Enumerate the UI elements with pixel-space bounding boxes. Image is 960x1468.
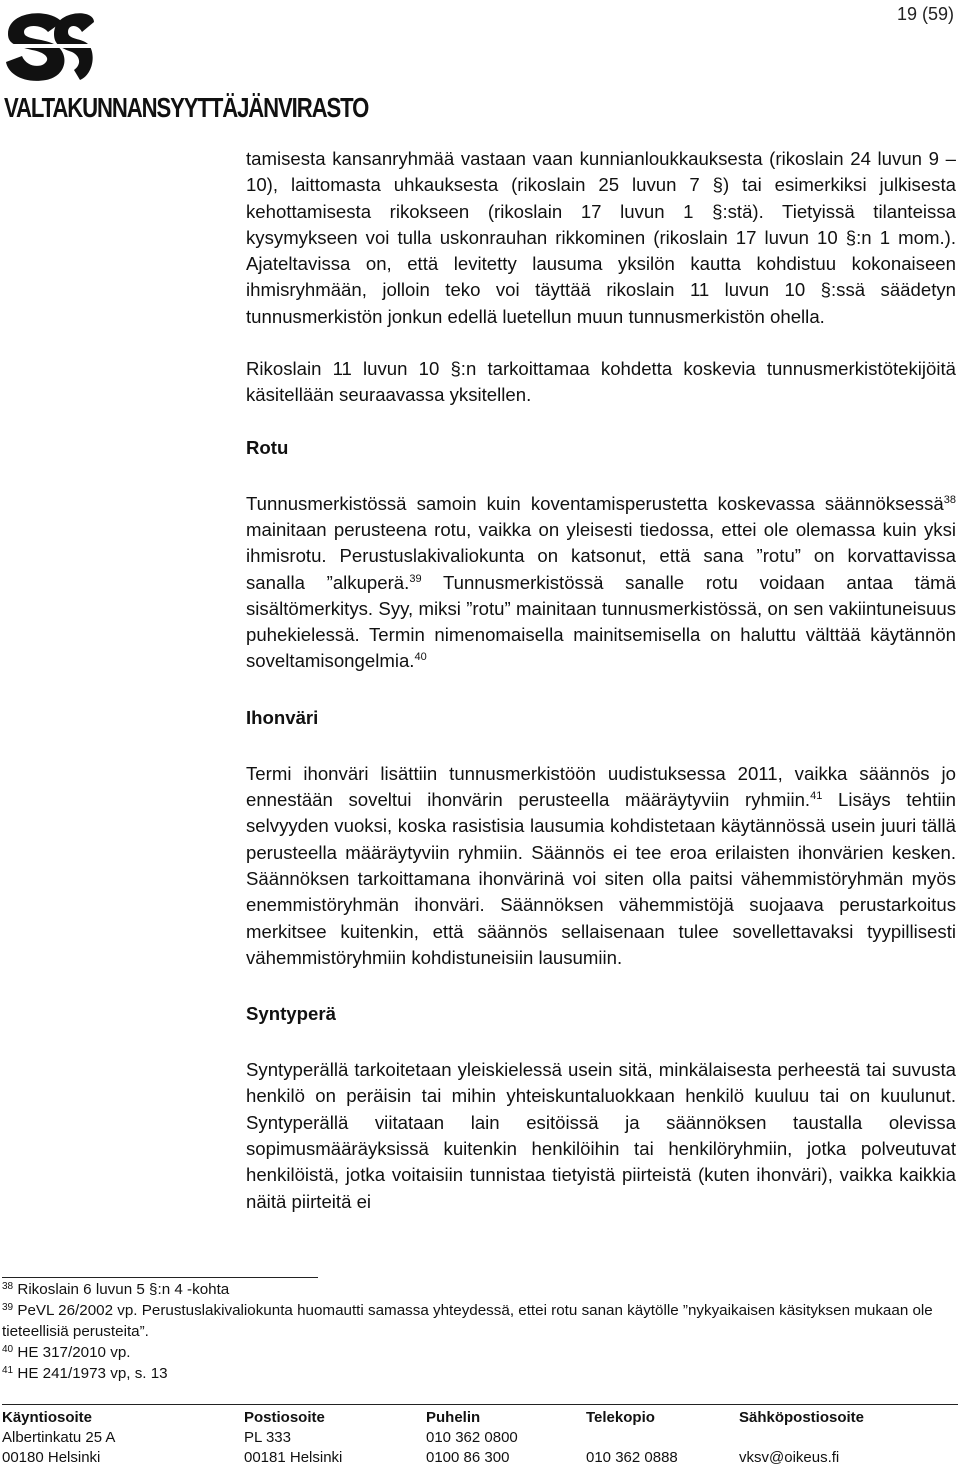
footnote [2,1279,958,1300]
footer-fax [586,1408,678,1468]
agency-logo [2,4,369,123]
footer-visiting-address [2,1408,115,1468]
text-run: Tunnusmerkistössä samoin kuin koventamisperustetta koskevassa säännöksessä [246,492,944,514]
footer-line: Albertinkatu 25 A [2,1429,116,1446]
text-run: Termi ihonväri lisättiin tunnusmerkistöön uudistuksessa 2011, vaikka säännös jo ennestään soveltui ihonvärin perusteella määräytyviin ryhmiin. [246,762,956,811]
footnote-text: PeVL 26/2002 vp. Perustuslakivaliokunta huomautti samassa yhteydessä, ettei rotu sanan käytölle ”nykyaikaisen käsityksen mukaan ole tieteellisiä perusteita”. [2,1302,933,1340]
section-heading-rotu: Rotu [246,436,289,458]
logo-wordmark: VALTAKUNNANSYYTTÄJÄNVIRASTO [4,92,369,123]
footnote-number: 41 [2,1365,14,1376]
footnote-number: 38 [2,1281,14,1292]
footnote-number: 39 [2,1302,14,1313]
footer-heading: Käyntiosoite [2,1409,93,1426]
footer-heading: Postiosoite [244,1409,325,1426]
section-heading-ihonvari: Ihonväri [246,706,319,728]
footnote-number: 40 [2,1344,14,1355]
footer-line: 010 362 0888 [586,1449,678,1466]
footnote-text: HE 241/1973 vp, s. 13 [13,1365,168,1382]
paragraph: tamisesta kansanryhmää vastaan vaan kunnianloukkauksesta (rikoslain 24 luvun 9 – 10), laittomasta uhkauksesta (rikoslain 25 luvun 7 §) tai esimerkiksi julkisesta kehottamisesta rikokseen (rikoslain 17 luvun 1 §:stä). Tietyissä tilanteissa kysymykseen voi tulla uskonrauhan rikkominen (rikoslain 17 luvun 10 §:n 1 mom.). Ajateltavissa on, että levitetty lausuma yksilön kautta kohdistuu kokonaiseen ihmisryhmään, jolloin teko voi täyttää rikoslain 11 luvun 10 §:ssä säädetyn tunnusmerkistön jonkun edellä luetellun muun tunnusmerkistön ohella. [246,148,956,327]
footnote-separator [2,1277,318,1278]
page-number: 19 (59) [896,4,954,24]
paragraph-rotu [246,491,956,675]
footnote [2,1342,958,1363]
footnote-text: HE 317/2010 vp. [13,1344,131,1361]
footer-line: 010 362 0800 [426,1429,518,1446]
section-heading-syntypera: Syntyperä [246,1003,336,1025]
footnote [2,1300,958,1342]
footnote [2,1363,958,1384]
footer-email-link[interactable]: vksv@oikeus.fi [739,1449,840,1466]
logo-mark-icon [2,4,94,86]
footer-line: 00181 Helsinki [244,1449,343,1466]
footnote-ref: 39 [409,572,422,585]
footnote-ref: 40 [414,651,427,664]
footer-separator [2,1404,958,1405]
footnote-text: Rikoslain 6 luvun 5 §:n 4 -kohta [13,1281,230,1298]
footer-heading: Puhelin [426,1409,481,1426]
text-run: mainitaan perusteena rotu, vaikka on yleisesti tiedossa, ettei ole olemassa kuin yksi ihmisrotu. Perustuslakivaliokunta on katsonut, että sana ”rotu” on korvattavissa sanalla ”alkuperä. [246,518,956,593]
footer-heading: Telekopio [586,1409,655,1426]
footer-line: PL 333 [244,1429,291,1446]
paragraph-syntypera: Syntyperällä tarkoitetaan yleiskielessä usein sitä, minkälaisesta perheestä tai suvusta henkilö on peräisin tai mihin yhteiskuntaluokkaan henkilö kuuluu tai on kuulunut. Syntyperällä viitataan lain esitöissä ja säännöksen taustalla olevissa sopimusmääräyksissä kuitenkin henkilöihin tai henkilöryhmiin, jotka polveutuvat henkilöistä, jotka voitaisiin tunnistaa tietyistä piirteistä (kuten ihonväri), vaikka kaikkia näitä piirteitä ei [246,1059,956,1212]
footnotes [2,1279,958,1384]
main-content [246,146,956,1215]
footer-postal-address [244,1408,342,1468]
paragraph-ihonvari [246,761,956,971]
text-run: Tunnusmerkistössä sanalle rotu voidaan antaa tämä sisältömerkitys. Syy, miksi ”rotu” mainitaan tunnusmerkistössä, on sen vakiintuneisuus puhekielessä. Termin nimenomaisella mainitsemisella on haluttu välttää käytännön soveltamisongelmia. [246,571,956,672]
footnote-ref: 41 [810,790,823,803]
text-run: Lisäys tehtiin selvyyden vuoksi, koska rasistisia lausumia kohdistetaan käytännössä usein juuri tällä perusteella määräytyviin ryhmiin. Säännös ei tee eroa erilaisten ihonvärien kesken. Säännöksen tarkoittamana ihonvärinä voi siten olla paitsi vähemmistöryhmän myös enemmistöryhmän ihonväri. Säännöksen vähemmistöjä suojaava perustarkoitus merkitsee kuitenkin, että säännös sellaisenaan tulee sovellettavaksi tyypillisesti vähemmistöryhmiin kohdistuneisiin lausumiin. [246,789,956,968]
paragraph: Rikoslain 11 luvun 10 §:n tarkoittamaa kohdetta koskevia tunnusmerkistötekijöitä käsitellään seuraavassa yksitellen. [246,358,956,406]
footnote-ref: 38 [943,493,956,506]
footer-line: 00180 Helsinki [2,1449,101,1466]
footer-heading: Sähköpostiosoite [739,1409,865,1426]
footer-phone [426,1408,518,1468]
footer-email [739,1408,864,1468]
footer-line: 0100 86 300 [426,1449,510,1466]
